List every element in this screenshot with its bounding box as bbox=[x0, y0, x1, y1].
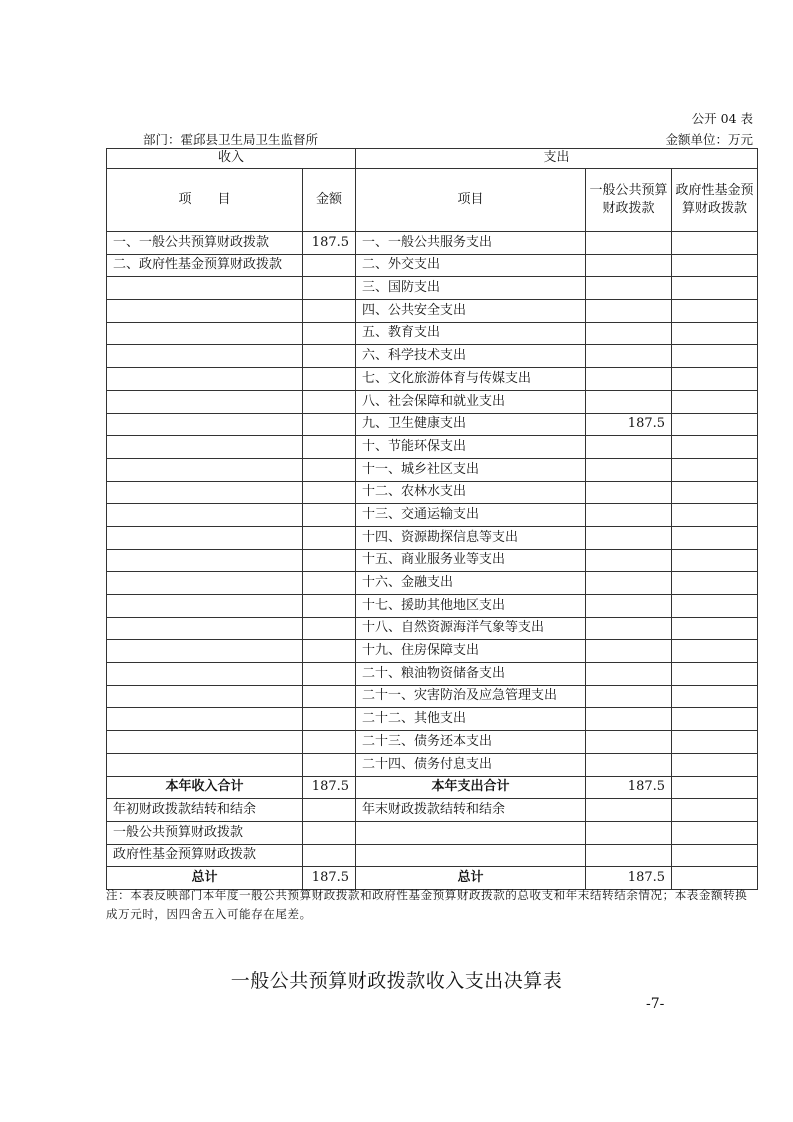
fund-total-amount bbox=[672, 776, 758, 799]
general-budget-amount-cell bbox=[586, 844, 672, 867]
expense-item-cell: 八、社会保障和就业支出 bbox=[356, 390, 586, 413]
fund-budget-amount-cell bbox=[672, 731, 758, 754]
fund-budget-amount-cell bbox=[672, 254, 758, 277]
income-amount-cell bbox=[303, 753, 356, 776]
fund-budget-amount-cell bbox=[672, 481, 758, 504]
income-amount-cell bbox=[303, 799, 356, 822]
expense-item-cell: 十六、金融支出 bbox=[356, 572, 586, 595]
general-budget-amount-cell bbox=[586, 640, 672, 663]
general-budget-amount-cell bbox=[586, 436, 672, 459]
general-budget-amount-cell bbox=[586, 481, 672, 504]
income-amount-cell bbox=[303, 345, 356, 368]
expense-item-cell: 十三、交通运输支出 bbox=[356, 504, 586, 527]
general-budget-amount-cell bbox=[586, 753, 672, 776]
general-budget-amount-cell bbox=[586, 617, 672, 640]
general-budget-amount-cell bbox=[586, 390, 672, 413]
expense-item-cell: 六、科学技术支出 bbox=[356, 345, 586, 368]
income-item-cell bbox=[107, 504, 303, 527]
income-amount-cell bbox=[303, 413, 356, 436]
expense-item-cell: 十九、住房保障支出 bbox=[356, 640, 586, 663]
expense-item-cell bbox=[356, 844, 586, 867]
income-item-cell bbox=[107, 322, 303, 345]
general-budget-amount-cell bbox=[586, 277, 672, 300]
income-item-cell bbox=[107, 595, 303, 618]
col-item-header: 项 目 bbox=[107, 169, 303, 232]
income-item-cell bbox=[107, 526, 303, 549]
general-budget-amount-cell bbox=[586, 232, 672, 255]
income-total-label: 总计 bbox=[107, 867, 303, 890]
expense-item-cell: 五、教育支出 bbox=[356, 322, 586, 345]
income-item-cell bbox=[107, 731, 303, 754]
table-row bbox=[107, 254, 758, 277]
income-amount-cell bbox=[303, 640, 356, 663]
income-amount-cell bbox=[303, 617, 356, 640]
income-amount-cell bbox=[303, 390, 356, 413]
general-budget-amount-cell bbox=[586, 254, 672, 277]
income-item-cell bbox=[107, 458, 303, 481]
table-body bbox=[107, 149, 758, 890]
income-amount-cell bbox=[303, 481, 356, 504]
income-group-header: 收入 bbox=[107, 149, 356, 169]
general-budget-amount-cell bbox=[586, 345, 672, 368]
income-item-cell bbox=[107, 572, 303, 595]
income-item-cell bbox=[107, 481, 303, 504]
fund-budget-amount-cell bbox=[672, 504, 758, 527]
income-amount-cell bbox=[303, 504, 356, 527]
fund-budget-amount-cell bbox=[672, 844, 758, 867]
income-amount-cell bbox=[303, 436, 356, 459]
income-item-cell bbox=[107, 277, 303, 300]
expense-item-cell: 十八、自然资源海洋气象等支出 bbox=[356, 617, 586, 640]
income-amount-cell bbox=[303, 595, 356, 618]
fund-budget-amount-cell bbox=[672, 753, 758, 776]
general-budget-amount-cell bbox=[586, 595, 672, 618]
table-row bbox=[107, 844, 758, 867]
general-budget-amount-cell bbox=[586, 368, 672, 391]
table-row bbox=[107, 640, 758, 663]
expense-item-cell: 二十、粮油物资储备支出 bbox=[356, 663, 586, 686]
table-row bbox=[107, 436, 758, 459]
expense-item-cell: 二、外交支出 bbox=[356, 254, 586, 277]
table-row bbox=[107, 368, 758, 391]
income-amount-cell bbox=[303, 708, 356, 731]
income-item-cell: 一般公共预算财政拨款 bbox=[107, 821, 303, 844]
table-row bbox=[107, 663, 758, 686]
expense-item-cell: 二十二、其他支出 bbox=[356, 708, 586, 731]
col-general-header: 一般公共预算财政拨款 bbox=[586, 169, 672, 232]
income-amount-cell bbox=[303, 663, 356, 686]
table-row bbox=[107, 526, 758, 549]
income-amount-cell bbox=[303, 844, 356, 867]
income-amount-cell: 187.5 bbox=[303, 232, 356, 255]
appropriation-table bbox=[106, 148, 758, 890]
fund-budget-amount-cell bbox=[672, 799, 758, 822]
general-budget-amount-cell bbox=[586, 526, 672, 549]
general-budget-amount-cell bbox=[586, 799, 672, 822]
fund-budget-amount-cell bbox=[672, 277, 758, 300]
fund-budget-amount-cell bbox=[672, 663, 758, 686]
income-amount-cell bbox=[303, 526, 356, 549]
expense-item-cell: 二十四、债务付息支出 bbox=[356, 753, 586, 776]
expense-total-label: 本年支出合计 bbox=[356, 776, 586, 799]
income-amount-cell bbox=[303, 821, 356, 844]
general-budget-amount-cell bbox=[586, 685, 672, 708]
table-row bbox=[107, 708, 758, 731]
income-item-cell bbox=[107, 640, 303, 663]
income-item-cell: 一、一般公共预算财政拨款 bbox=[107, 232, 303, 255]
table-row bbox=[107, 300, 758, 323]
fund-budget-amount-cell bbox=[672, 821, 758, 844]
table-row bbox=[107, 595, 758, 618]
income-item-cell bbox=[107, 390, 303, 413]
table-row bbox=[107, 617, 758, 640]
page-title: 一般公共预算财政拨款收入支出决算表 bbox=[230, 970, 563, 992]
fund-budget-amount-cell bbox=[672, 549, 758, 572]
fund-budget-amount-cell bbox=[672, 640, 758, 663]
income-item-cell: 二、政府性基金预算财政拨款 bbox=[107, 254, 303, 277]
income-amount-cell bbox=[303, 731, 356, 754]
expense-item-cell: 十二、农林水支出 bbox=[356, 481, 586, 504]
table-row bbox=[107, 504, 758, 527]
income-item-cell bbox=[107, 663, 303, 686]
income-item-cell bbox=[107, 685, 303, 708]
expense-item-cell: 二十一、灾害防治及应急管理支出 bbox=[356, 685, 586, 708]
income-amount-cell bbox=[303, 572, 356, 595]
header-row-group bbox=[107, 149, 758, 169]
expense-item-cell: 十四、资源勘探信息等支出 bbox=[356, 526, 586, 549]
general-total-amount: 187.5 bbox=[586, 776, 672, 799]
fund-budget-amount-cell bbox=[672, 617, 758, 640]
page-number: -7- bbox=[646, 996, 665, 1012]
table-row bbox=[107, 458, 758, 481]
form-number: 公开 04 表 bbox=[691, 111, 753, 126]
expense-item-cell: 七、文化旅游体育与传媒支出 bbox=[356, 368, 586, 391]
table-row bbox=[107, 731, 758, 754]
income-total-amount: 187.5 bbox=[303, 776, 356, 799]
income-item-cell bbox=[107, 413, 303, 436]
income-item-cell bbox=[107, 617, 303, 640]
subtotal-row bbox=[107, 776, 758, 799]
general-budget-amount-cell bbox=[586, 821, 672, 844]
table-row bbox=[107, 685, 758, 708]
fund-budget-amount-cell bbox=[672, 368, 758, 391]
expense-item-cell: 十一、城乡社区支出 bbox=[356, 458, 586, 481]
general-budget-amount-cell bbox=[586, 731, 672, 754]
fund-budget-amount-cell bbox=[672, 595, 758, 618]
table-row bbox=[107, 345, 758, 368]
fund-budget-amount-cell bbox=[672, 322, 758, 345]
fund-budget-amount-cell bbox=[672, 708, 758, 731]
expense-group-header: 支出 bbox=[356, 149, 758, 169]
col-expense-item-header: 项目 bbox=[356, 169, 586, 232]
general-budget-amount-cell bbox=[586, 708, 672, 731]
income-amount-cell bbox=[303, 458, 356, 481]
expense-item-cell: 三、国防支出 bbox=[356, 277, 586, 300]
fund-budget-amount-cell bbox=[672, 572, 758, 595]
fund-budget-amount-cell bbox=[672, 300, 758, 323]
table-row bbox=[107, 753, 758, 776]
income-item-cell bbox=[107, 436, 303, 459]
fund-budget-amount-cell bbox=[672, 390, 758, 413]
fund-budget-amount-cell bbox=[672, 526, 758, 549]
general-budget-amount-cell bbox=[586, 504, 672, 527]
table-row bbox=[107, 821, 758, 844]
col-fund-header: 政府性基金预算财政拨款 bbox=[672, 169, 758, 232]
income-item-cell bbox=[107, 708, 303, 731]
general-budget-amount-cell: 187.5 bbox=[586, 413, 672, 436]
expense-total-label: 总计 bbox=[356, 867, 586, 890]
general-budget-amount-cell bbox=[586, 322, 672, 345]
income-item-cell bbox=[107, 753, 303, 776]
income-amount-cell bbox=[303, 300, 356, 323]
general-budget-amount-cell bbox=[586, 549, 672, 572]
fund-budget-amount-cell bbox=[672, 413, 758, 436]
income-total-label: 本年收入合计 bbox=[107, 776, 303, 799]
general-budget-amount-cell bbox=[586, 300, 672, 323]
general-budget-amount-cell bbox=[586, 458, 672, 481]
table-row bbox=[107, 549, 758, 572]
fund-budget-amount-cell bbox=[672, 685, 758, 708]
income-amount-cell bbox=[303, 254, 356, 277]
income-item-cell bbox=[107, 300, 303, 323]
table-row bbox=[107, 390, 758, 413]
income-item-cell bbox=[107, 345, 303, 368]
expense-item-cell: 四、公共安全支出 bbox=[356, 300, 586, 323]
fund-budget-amount-cell bbox=[672, 232, 758, 255]
expense-item-cell: 十、节能环保支出 bbox=[356, 436, 586, 459]
table-row bbox=[107, 413, 758, 436]
income-item-cell bbox=[107, 549, 303, 572]
expense-item-cell: 十七、援助其他地区支出 bbox=[356, 595, 586, 618]
income-item-cell: 年初财政拨款结转和结余 bbox=[107, 799, 303, 822]
expense-item-cell: 年末财政拨款结转和结余 bbox=[356, 799, 586, 822]
general-budget-amount-cell bbox=[586, 663, 672, 686]
expense-item-cell: 二十三、债务还本支出 bbox=[356, 731, 586, 754]
expense-item-cell: 九、卫生健康支出 bbox=[356, 413, 586, 436]
income-total-amount: 187.5 bbox=[303, 867, 356, 890]
income-amount-cell bbox=[303, 322, 356, 345]
income-amount-cell bbox=[303, 549, 356, 572]
general-total-amount: 187.5 bbox=[586, 867, 672, 890]
expense-item-cell: 十五、商业服务业等支出 bbox=[356, 549, 586, 572]
income-amount-cell bbox=[303, 277, 356, 300]
table-note: 注：本表反映部门本年度一般公共预算财政拨款和政府性基金预算财政拨款的总收支和年末结转结余情况；本表金额转换成万元时，因四舍五入可能存在尾差。 bbox=[106, 888, 748, 921]
table-row bbox=[107, 799, 758, 822]
income-item-cell bbox=[107, 368, 303, 391]
table-row bbox=[107, 232, 758, 255]
table-row bbox=[107, 277, 758, 300]
department-label: 部门：霍邱县卫生局卫生监督所 bbox=[143, 132, 319, 147]
income-amount-cell bbox=[303, 368, 356, 391]
table-row bbox=[107, 322, 758, 345]
expense-item-cell: 一、一般公共服务支出 bbox=[356, 232, 586, 255]
expense-item-cell bbox=[356, 821, 586, 844]
income-amount-cell bbox=[303, 685, 356, 708]
fund-budget-amount-cell bbox=[672, 436, 758, 459]
table-row bbox=[107, 481, 758, 504]
col-amount-header: 金额 bbox=[303, 169, 356, 232]
fund-budget-amount-cell bbox=[672, 345, 758, 368]
table-row bbox=[107, 572, 758, 595]
general-budget-amount-cell bbox=[586, 572, 672, 595]
fund-budget-amount-cell bbox=[672, 458, 758, 481]
header-row-columns bbox=[107, 169, 758, 232]
income-item-cell: 政府性基金预算财政拨款 bbox=[107, 844, 303, 867]
amount-unit-label: 金额单位：万元 bbox=[665, 132, 753, 147]
